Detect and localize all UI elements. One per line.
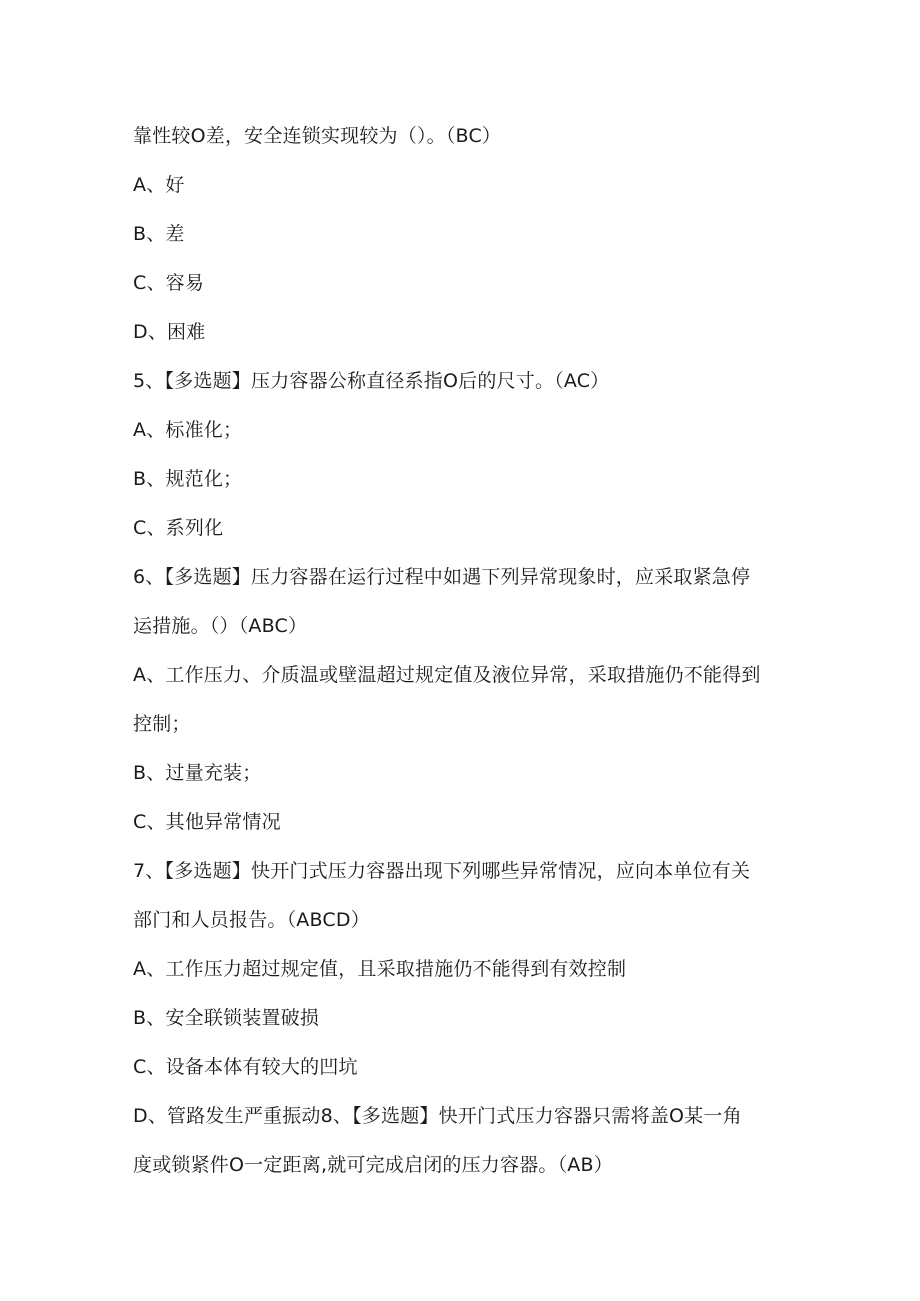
question-7-option-a: A、工作压力超过规定值，且采取措施仍不能得到有效控制 xyxy=(133,958,627,980)
question-6-option-a-continuation: 控制； xyxy=(133,713,191,735)
question-7-option-d-and-question-8-stem: D、管路发生严重振动8、【多选题】快开门式压力容器只需将盖O某一角 xyxy=(133,1105,742,1127)
question-4-stem-continuation: 靠性较O差，安全连锁实现较为（）。（BC） xyxy=(133,125,502,147)
question-7-stem: 7、【多选题】快开门式压力容器出现下列哪些异常情况，应向本单位有关 xyxy=(133,860,751,882)
question-6-stem: 6、【多选题】压力容器在运行过程中如遇下列异常现象时，应采取紧急停 xyxy=(133,566,751,588)
question-6-stem-continuation: 运措施。（）（ABC） xyxy=(133,615,308,637)
question-4-option-d: D、困难 xyxy=(133,321,206,343)
question-6-option-b: B、过量充装； xyxy=(133,762,262,784)
question-5-stem: 5、【多选题】压力容器公称直径系指O后的尺寸。（AC） xyxy=(133,370,610,392)
document-body xyxy=(133,112,798,1190)
question-7-stem-continuation: 部门和人员报告。（ABCD） xyxy=(133,909,370,931)
question-5-option-b: B、规范化； xyxy=(133,468,243,490)
question-5-option-a: A、标准化； xyxy=(133,419,243,441)
question-4-option-a: A、好 xyxy=(133,174,185,196)
question-7-option-c: C、设备本体有较大的凹坑 xyxy=(133,1056,358,1078)
question-5-option-c: C、系列化 xyxy=(133,517,224,539)
question-4-option-b: B、差 xyxy=(133,223,185,245)
question-6-option-a: A、工作压力、介质温或壁温超过规定值及液位异常，采取措施仍不能得到 xyxy=(133,664,761,686)
question-6-option-c: C、其他异常情况 xyxy=(133,811,281,833)
question-4-option-c: C、容易 xyxy=(133,272,205,294)
question-7-option-b: B、安全联锁装置破损 xyxy=(133,1007,320,1029)
question-8-stem-continuation: 度或锁紧件O一定距离,就可完成启闭的压力容器。（AB） xyxy=(133,1154,613,1176)
